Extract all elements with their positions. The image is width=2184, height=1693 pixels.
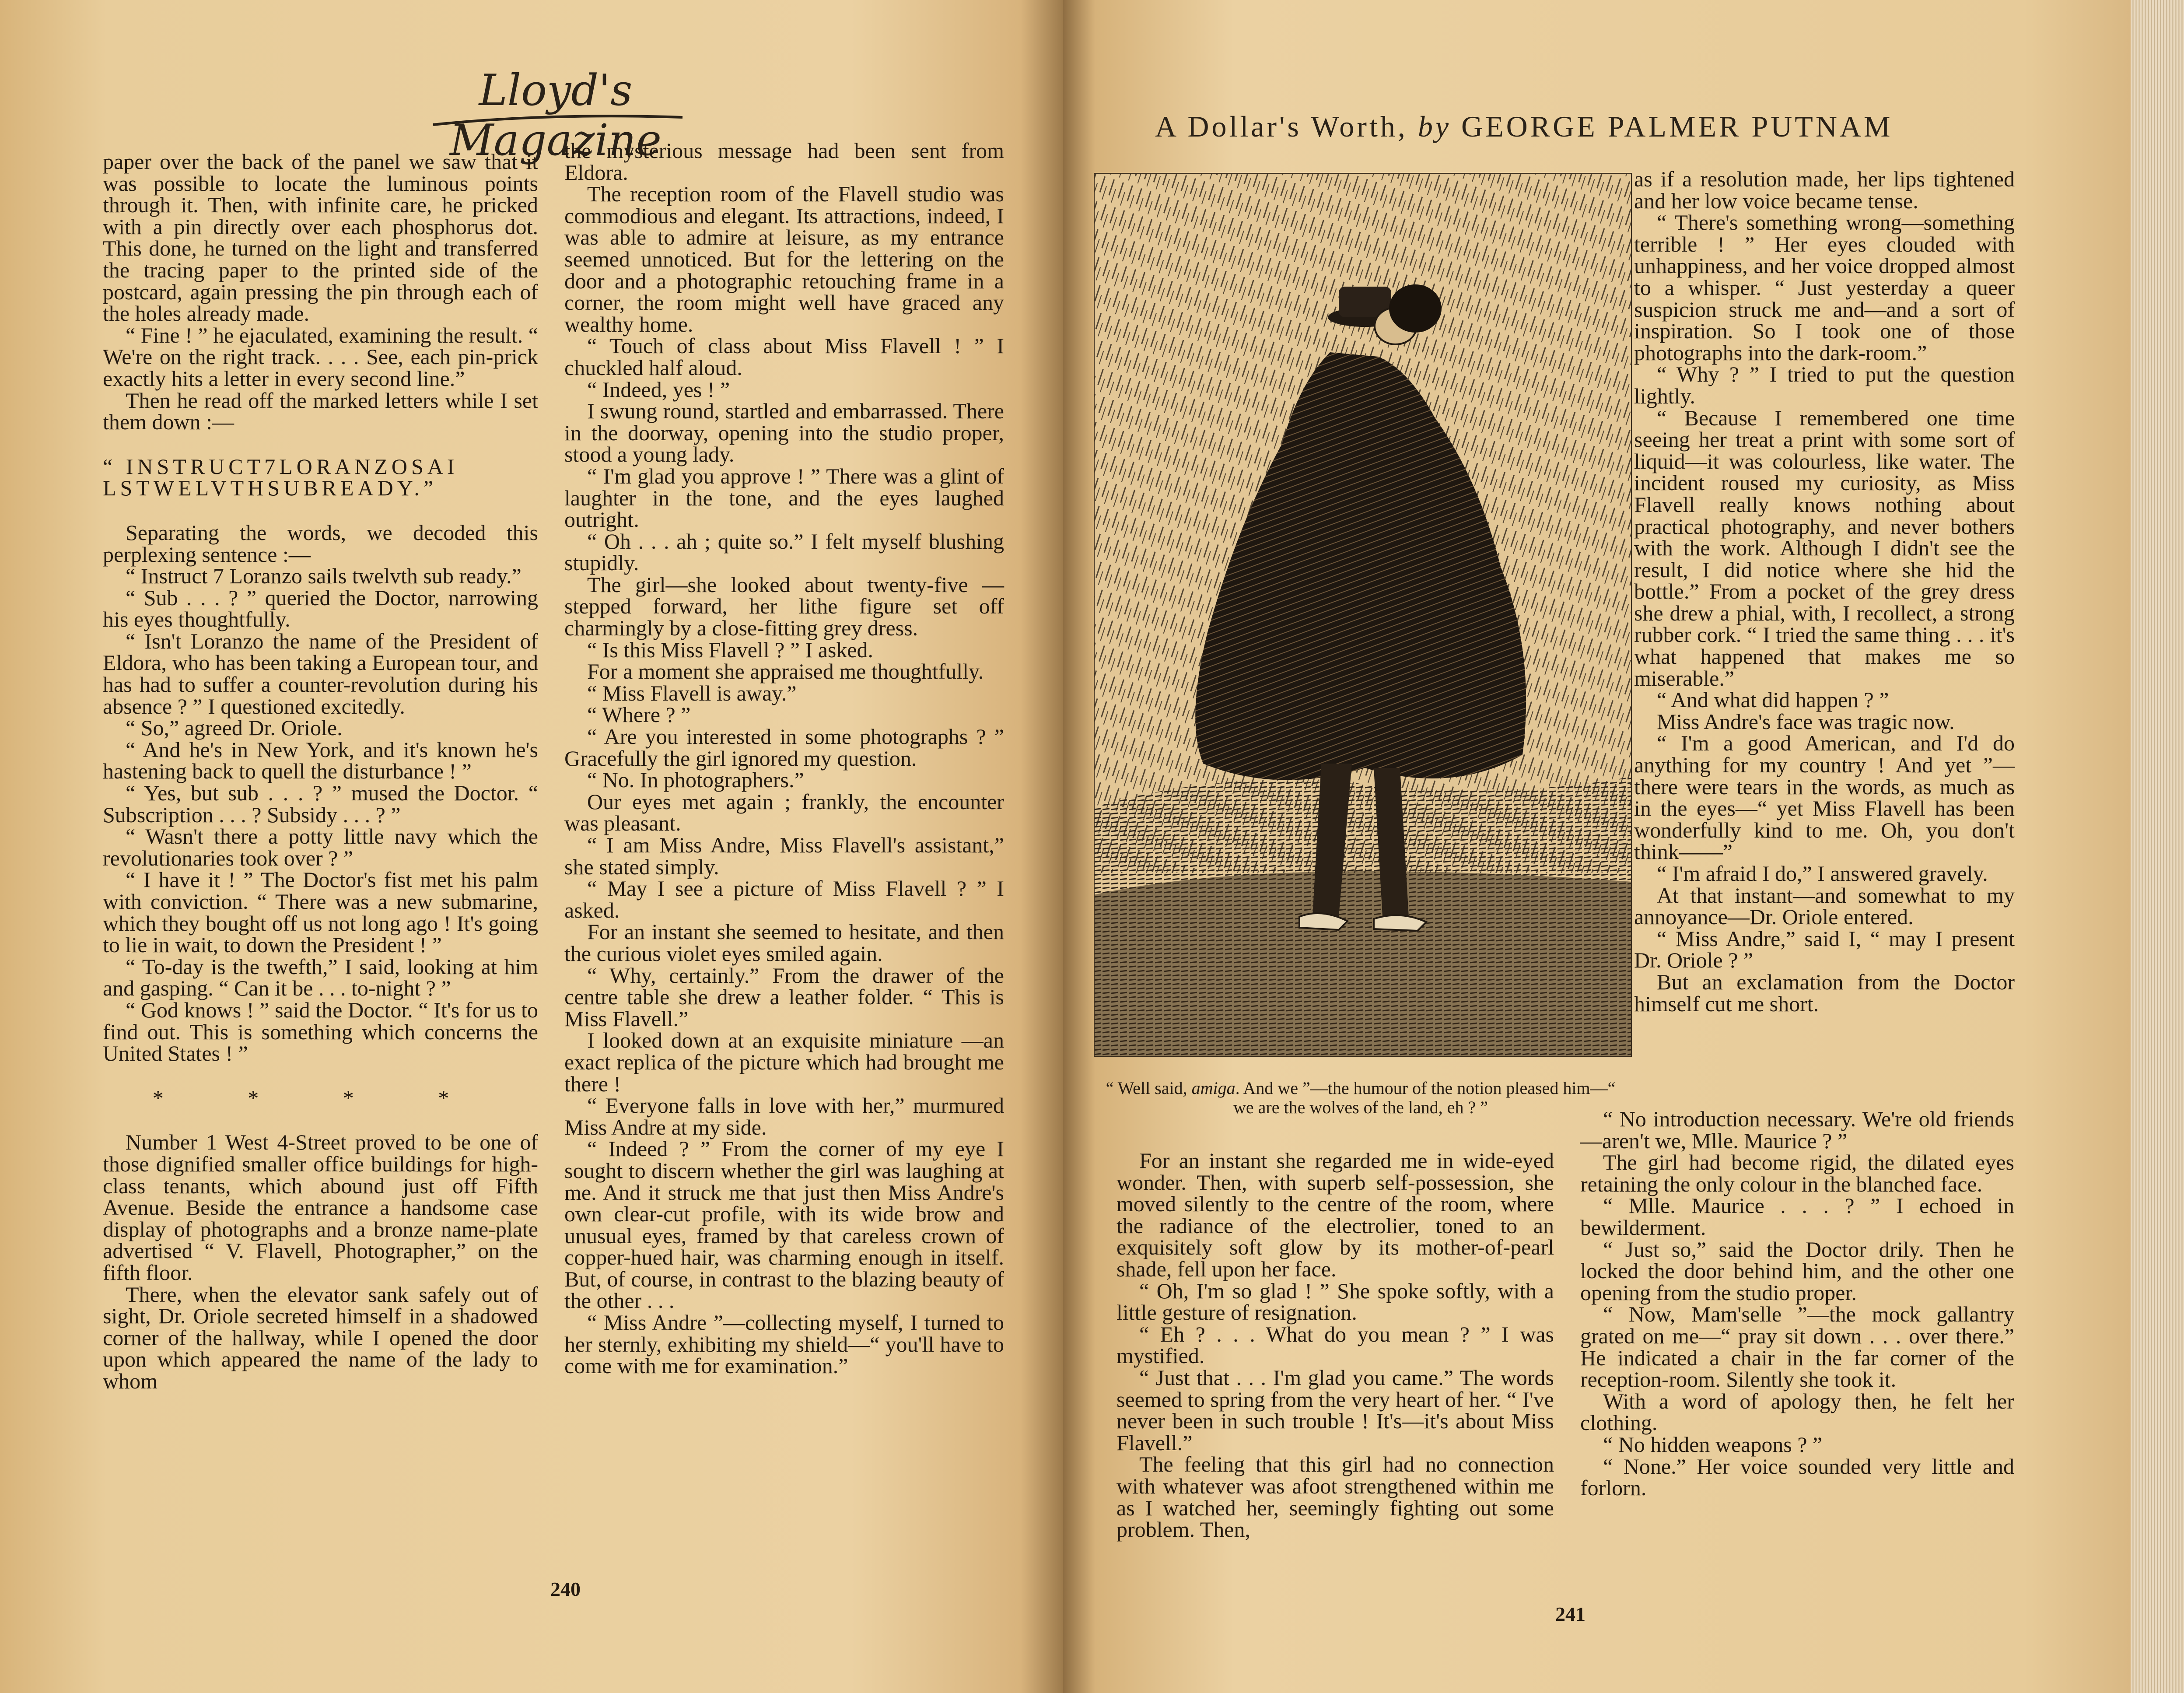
paragraph: For a moment she appraised me thoughtfully. [587,659,984,684]
paragraph: “ Wasn't there a potty little navy which the revolutionaries took over ? ” [103,824,538,870]
paragraph: “ Oh, I'm so glad ! ” She spoke softly, with a little gesture of resignation. [1116,1278,1554,1325]
paragraph: “ Why, certainly.” From the drawer of the centre table she drew a leather folder. “ This is Miss Flavell.” [564,963,1004,1031]
paragraph: Number 1 West 4-Street proved to be one of those dignified smaller office buildings for high-class tenants, which abound just off Fifth Avenue. Beside the entrance a handsome case display of photographs and a bronze name-plate advertised “ V. Flavell, Photographer,” on the fifth floor. [103,1130,538,1285]
paragraph: “ Is this Miss Flavell ? ” I asked. [587,637,874,662]
paragraph: “ God knows ! ” said the Doctor. “ It's for us to find out. This is something which concerns the United States ! ” [103,997,538,1066]
paragraph: With a word of apology then, he felt her clothing. [1580,1388,2014,1435]
masthead-underline [416,66,696,140]
paragraph: “ Just so,” said the Doctor drily. Then he locked the door behind him, and the other one opening from the studio proper. [1580,1237,2014,1305]
paragraph: Our eyes met again ; frankly, the encounter was pleasant. [564,789,1004,836]
paragraph: Then he read off the marked letters while I set them down :— [103,388,538,435]
paragraph: “ Are you interested in some photographs ? ” Gracefully the girl ignored my question. [564,724,1004,771]
paragraph: “ I am Miss Andre, Miss Flavell's assistant,” she stated simply. [564,833,1004,879]
illustration-caption [1102,1079,1619,1117]
paragraph: “ I have it ! ” The Doctor's fist met his palm with conviction. “ There was a new submarine, which they bought off us not long ago ! It's going to lie in wait, to down the President ! ” [103,867,538,957]
paragraph: “ Indeed ? ” From the corner of my eye I sought to discern whether the girl was laughing at me. And it struck me that just then Miss Andre's own clear-cut profile, with its wide brow and unusual eyes, framed by that careless crown of copper-hued hair, was charming enough in itself. But, of course, in contrast to the blazing beauty of the other . . . [564,1136,1004,1313]
left-column-1 [103,151,538,1392]
caption-emphasis: amiga [1191,1078,1236,1098]
paragraph: “ I'm a good American, and I'd do anything for my country ! And yet ”—there were tears in the words, as much as in the eyes—“ yet Miss Flavell has been wonderfully kind to me. Oh, you don't think——” [1634,731,2015,864]
paragraph: There, when the elevator sank safely out of sight, Dr. Oriole secreted himself in a shadowed corner of the hallway, while I opened the door upon which appeared the name of the lady to whom [103,1282,538,1393]
paragraph: paper over the back of the panel we saw that it was possible to locate the luminous points through it. Then, with infinite care, he pricked with a pin directly over each phosphorus dot. This done, he turned on the light and transferred the tracing paper to the printed side of the postcard, again pressing the pin through each of the holes already made. [103,149,538,326]
masthead [416,66,696,165]
paragraph: as if a resolution made, her lips tightened and her low voice became tense. [1634,167,2015,213]
paragraph: “ Yes, but sub . . . ? ” mused the Doctor. “ Subscription . . . ? Subsidy . . . ? ” [103,781,538,827]
paragraph: “ There's something wrong—something terrible ! ” Her eyes clouded with unhappiness, and her voice dropped almost to a whisper. “ Just yesterday a queer suspicion struck me and—and a sort of inspiration. So I took one of those photographs into the dark-room.” [1634,210,2015,365]
paragraph: “ No. In photographers.” [587,768,804,792]
paragraph: “ Now, Mam'selle ”—the mock gallantry grated on me—“ pray sit down . . . over there.” He indicated a chair in the far corner of the reception-room. Silently she took it. [1580,1302,2014,1392]
paragraph: “ Oh . . . ah ; quite so.” I felt myself blushing stupidly. [564,529,1004,575]
paragraph: “ No hidden weapons ? ” [1603,1432,1823,1457]
right-column-1 [1634,168,2015,1015]
paragraph: At that instant—and somewhat to my annoyance—Dr. Oriole entered. [1634,883,2015,929]
paragraph: the mysterious message had been sent from Eldora. [564,138,1004,185]
paragraph: “ I'm afraid I do,” I answered gravely. [1657,861,1988,886]
paragraph: “ Because I remembered one time seeing her treat a print with some sort of liquid—it was colourless, like water. The incident roused my curiosity, as Miss Flavell really knows nothing about practical photography, and never bothers with the work. Although I didn't see the result, I did notice where she hid the bottle.” From a pocket of the grey dress she drew a phial, with, I recollect, a strong rubber cork. “ I tried the same thing . . . it's what happened that makes me so miserable.” [1634,405,2015,691]
paragraph: “ None.” Her voice sounded very little and forlorn. [1580,1454,2014,1500]
paragraph: “ Why ? ” I tried to put the question lightly. [1634,362,2015,408]
paragraph: The girl had become rigid, the dilated eyes retaining the only colour in the blanched face. [1580,1150,2014,1196]
story-title: A Dollar's Worth, [1155,110,1408,143]
paragraph: “ Indeed, yes ! ” [587,377,730,402]
paragraph: Separating the words, we decoded this perplexing sentence :— [103,520,538,567]
paragraph: “ And he's in New York, and it's known he's hastening back to quell the disturbance ! ” [103,737,538,784]
paragraph: “ Instruct 7 Loranzo sails twelvth sub ready.” [126,564,522,589]
paragraph: But an exclamation from the Doctor himself cut me short. [1634,969,2015,1016]
paragraph: “ Everyone falls in love with her,” murmured Miss Andre at my side. [564,1093,1004,1139]
paragraph: “ I'm glad you approve ! ” There was a glint of laughter in the tone, and the eyes laughed outright. [564,463,1004,532]
paragraph: “ Eh ? . . . What do you mean ? ” I was mystified. [1116,1321,1554,1368]
paragraph: For an instant she regarded me in wide-eyed wonder. Then, with superb self-possession, she moved silently to the centre of the room, where the radiance of the electrolier, toned to an exquisitely soft glow by its mother-of-pearl shade, fell upon her face. [1116,1148,1554,1281]
masthead-title: Lloyd's Magazine [449,66,662,165]
paragraph: I swung round, startled and embarrassed. There in the doorway, opening into the studio proper, stood a young lady. [564,399,1004,467]
page-number-left: 240 [550,1578,581,1600]
paragraph: “ May I see a picture of Miss Flavell ? ” I asked. [564,876,1004,922]
paragraph: “ No introduction necessary. We're old friends—aren't we, Mlle. Maurice ? ” [1580,1107,2014,1153]
paragraph: “ Isn't Loranzo the name of the President of Eldora, who has been taking a European tour, and has had to suffer a counter-revolution during his absence ? ” I questioned excitedly. [103,628,538,719]
paragraph: I looked down at an exquisite miniature —an exact replica of the picture which had brought me there ! [564,1028,1004,1096]
paragraph: “ So,” agreed Dr. Oriole. [126,715,343,740]
paragraph: The feeling that this girl had no connection with whatever was afoot strengthened within me as I watched her, seemingly fighting out some problem. Then, [1116,1452,1554,1542]
paragraph: “ Mlle. Maurice . . . ? ” I echoed in bewilderment. [1580,1193,2014,1240]
paragraph: The girl—she looked about twenty-five —stepped forward, her lithe figure set off charmingly by a close-fitting grey dress. [564,572,1004,641]
page-number-right: 241 [1555,1603,1586,1625]
right-column-2 [1116,1150,1554,1541]
paragraph: The reception room of the Flavell studio was commodious and elegant. Its attractions, indeed, I was able to admire at leisure, as my entrance seemed unnoticed. But for the lettering on the door and a photographic retouching frame in a corner, the room might well have graced any wealthy home. [564,182,1004,336]
caption-part-1: “ Well said, [1106,1078,1192,1098]
paragraph: “ Touch of class about Miss Flavell ! ” I chuckled half aloud. [564,333,1004,380]
left-column-2 [564,140,1004,1377]
paragraph: “ Miss Flavell is away.” [587,680,797,705]
page-edges [2131,0,2184,1693]
paragraph: “ Sub . . . ? ” queried the Doctor, narrowing his eyes thoughtfully. [103,585,538,632]
paragraph: “ Where ? ” [587,702,691,727]
paragraph: “ Miss Andre ”—collecting myself, I turned to her sternly, exhibiting my shield—“ you'll have to come with me for examination.” [564,1310,1004,1378]
decoded-letters: “ INSTRUCT7LORANZOSAI LSTWELVTHSUBREADY.” [103,454,458,501]
paragraph: “ Fine ! ” he ejaculated, examining the result. “ We're on the right track. . . . See, each pin-prick exactly hits a letter in every second line.” [103,322,538,391]
running-title [1155,109,1978,144]
author-name: GEORGE PALMER PUTNAM [1461,110,1893,143]
left-page [0,0,1063,1693]
paragraph: For an instant she seemed to hesitate, and then the curious violet eyes smiled again. [564,919,1004,966]
paragraph: “ Just that . . . I'm glad you came.” The words seemed to spring from the very heart of her. “ I've never been in such trouble ! It's—it's about Miss Flavell.” [1116,1365,1554,1455]
paragraph: “ And what did happen ? ” [1657,687,1889,712]
paragraph: “ Miss Andre,” said I, “ may I present Dr. Oriole ? ” [1634,926,2015,973]
section-break: * * * * [152,1085,489,1110]
story-illustration [1094,173,1632,1057]
right-column-3 [1580,1108,2014,1499]
paragraph: “ To-day is the twefth,” I said, looking at him and gasping. “ Can it be . . . to-night ? ” [103,954,538,1001]
byline-by: by [1418,110,1452,143]
caption-part-2: . And we ”—the humour of the notion pleased him—“ we are the wolves of the land, eh ? ” [1233,1078,1616,1117]
paragraph: Miss Andre's face was tragic now. [1657,709,1955,734]
